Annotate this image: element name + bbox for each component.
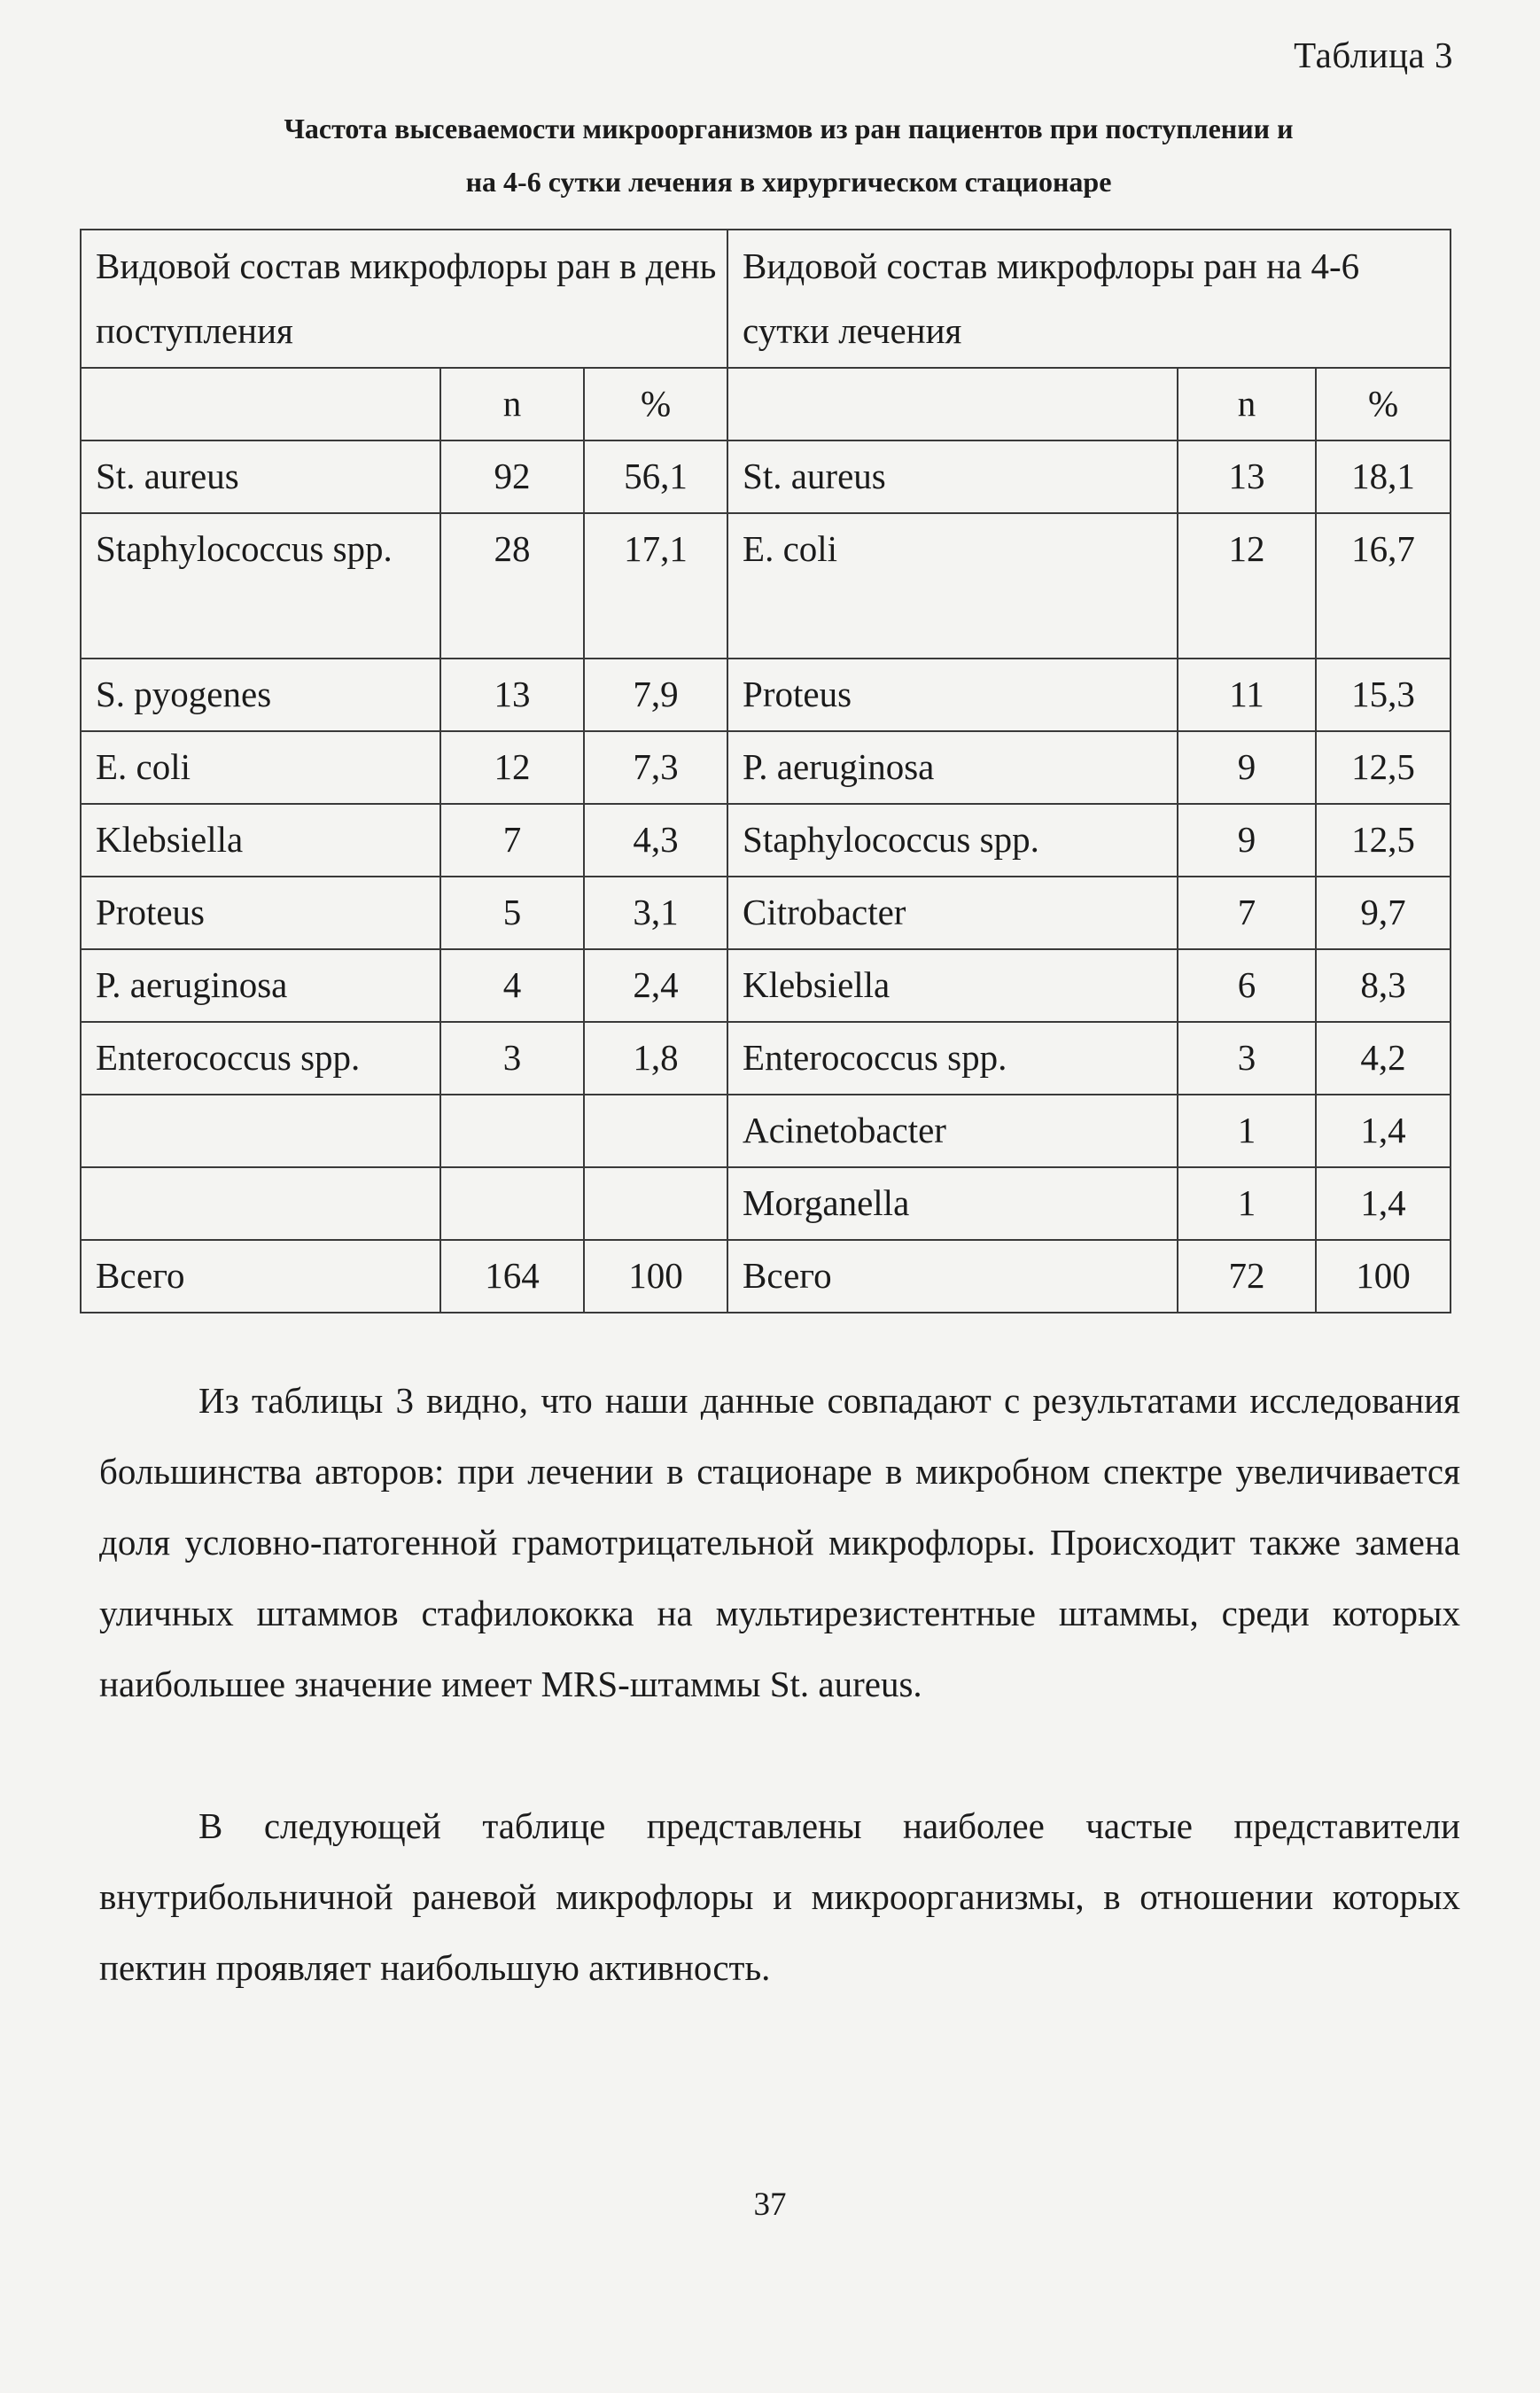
- table-total-row: [81, 1240, 1451, 1313]
- right-group-header: Видовой состав микрофлоры ран на 4-6 сутки лечения: [727, 230, 1451, 368]
- left-total-percent: 100: [584, 1240, 727, 1313]
- right-n-header: n: [1178, 368, 1316, 440]
- right-name-header: [727, 368, 1178, 440]
- microflora-table: [80, 229, 1451, 1313]
- left-organism: St. aureus: [81, 440, 440, 513]
- right-organism: Morganella: [727, 1167, 1178, 1240]
- table-row: [81, 1167, 1451, 1240]
- left-organism: [81, 1095, 440, 1167]
- left-organism: Staphylococcus spp.: [81, 513, 440, 659]
- right-percent: 18,1: [1316, 440, 1451, 513]
- left-total-label: Всего: [81, 1240, 440, 1313]
- right-organism: Staphylococcus spp.: [727, 804, 1178, 877]
- left-organism: P. aeruginosa: [81, 949, 440, 1022]
- left-percent: 3,1: [584, 877, 727, 949]
- left-percent: 17,1: [584, 513, 727, 659]
- right-count: 3: [1178, 1022, 1316, 1095]
- left-count: 92: [440, 440, 584, 513]
- table-caption: [115, 102, 1462, 208]
- left-name-header: [81, 368, 440, 440]
- right-pct-header: %: [1316, 368, 1451, 440]
- right-organism: E. coli: [727, 513, 1178, 659]
- left-percent: 7,3: [584, 731, 727, 804]
- left-organism: Proteus: [81, 877, 440, 949]
- left-organism: S. pyogenes: [81, 659, 440, 731]
- right-total-percent: 100: [1316, 1240, 1451, 1313]
- right-total-label: Всего: [727, 1240, 1178, 1313]
- left-organism: E. coli: [81, 731, 440, 804]
- right-total-count: 72: [1178, 1240, 1316, 1313]
- right-count: 11: [1178, 659, 1316, 731]
- table-row: [81, 1095, 1451, 1167]
- left-percent: 7,9: [584, 659, 727, 731]
- table-header-row: [81, 230, 1451, 368]
- right-percent: 15,3: [1316, 659, 1451, 731]
- left-count: 7: [440, 804, 584, 877]
- left-percent: 4,3: [584, 804, 727, 877]
- left-organism: Enterococcus spp.: [81, 1022, 440, 1095]
- right-count: 9: [1178, 804, 1316, 877]
- left-count: 4: [440, 949, 584, 1022]
- table-row: [81, 1022, 1451, 1095]
- left-count: [440, 1167, 584, 1240]
- right-percent: 12,5: [1316, 804, 1451, 877]
- table-number: Таблица 3: [1294, 35, 1453, 75]
- left-total-count: 164: [440, 1240, 584, 1313]
- table-row: [81, 513, 1451, 659]
- table-subheader-row: [81, 368, 1451, 440]
- right-organism: P. aeruginosa: [727, 731, 1178, 804]
- right-organism: Enterococcus spp.: [727, 1022, 1178, 1095]
- right-percent: 4,2: [1316, 1022, 1451, 1095]
- right-organism: St. aureus: [727, 440, 1178, 513]
- table-row: [81, 949, 1451, 1022]
- left-percent: [584, 1167, 727, 1240]
- right-count: 1: [1178, 1095, 1316, 1167]
- left-count: 5: [440, 877, 584, 949]
- right-count: 6: [1178, 949, 1316, 1022]
- table-row: [81, 731, 1451, 804]
- left-pct-header: %: [584, 368, 727, 440]
- left-count: 12: [440, 731, 584, 804]
- body-paragraph-1: Из таблицы 3 видно, что наши данные совпадают с результатами исследования большинства авторов: при лечении в стационаре в микробном спектре увеличивается доля условно-патогенной грамотрицательной микрофлоры. Происходит также замена уличных штаммов стафилококка на мультирезистентные штаммы, среди которых наибольшее значение имеет MRS-штаммы St. aureus.: [99, 1380, 1460, 1704]
- right-percent: 16,7: [1316, 513, 1451, 659]
- right-percent: 1,4: [1316, 1095, 1451, 1167]
- left-organism: [81, 1167, 440, 1240]
- right-percent: 9,7: [1316, 877, 1451, 949]
- left-count: [440, 1095, 584, 1167]
- table-row: [81, 877, 1451, 949]
- right-percent: 12,5: [1316, 731, 1451, 804]
- left-count: 3: [440, 1022, 584, 1095]
- left-n-header: n: [440, 368, 584, 440]
- right-count: 1: [1178, 1167, 1316, 1240]
- right-percent: 1,4: [1316, 1167, 1451, 1240]
- left-percent: 2,4: [584, 949, 727, 1022]
- table-row: [81, 804, 1451, 877]
- caption-line-1: Частота высеваемости микроорганизмов из ран пациентов при поступлении и: [284, 113, 1294, 144]
- right-count: 12: [1178, 513, 1316, 659]
- table-row: [81, 659, 1451, 731]
- left-count: 13: [440, 659, 584, 731]
- table-row: [81, 440, 1451, 513]
- left-percent: [584, 1095, 727, 1167]
- right-count: 9: [1178, 731, 1316, 804]
- right-count: 7: [1178, 877, 1316, 949]
- body-paragraph-2: В следующей таблице представлены наиболее частые представители внутрибольничной раневой микрофлоры и микроорганизмы, в отношении которых пектин проявляет наибольшую активность.: [99, 1805, 1460, 1988]
- right-organism: Citrobacter: [727, 877, 1178, 949]
- left-count: 28: [440, 513, 584, 659]
- left-percent: 1,8: [584, 1022, 727, 1095]
- left-group-header: Видовой состав микрофлоры ран в день поступления: [81, 230, 727, 368]
- right-organism: Proteus: [727, 659, 1178, 731]
- right-count: 13: [1178, 440, 1316, 513]
- page-number: 37: [753, 2186, 787, 2223]
- right-organism: Acinetobacter: [727, 1095, 1178, 1167]
- right-percent: 8,3: [1316, 949, 1451, 1022]
- left-percent: 56,1: [584, 440, 727, 513]
- right-organism: Klebsiella: [727, 949, 1178, 1022]
- left-organism: Klebsiella: [81, 804, 440, 877]
- caption-line-2: на 4-6 сутки лечения в хирургическом стационаре: [465, 166, 1112, 198]
